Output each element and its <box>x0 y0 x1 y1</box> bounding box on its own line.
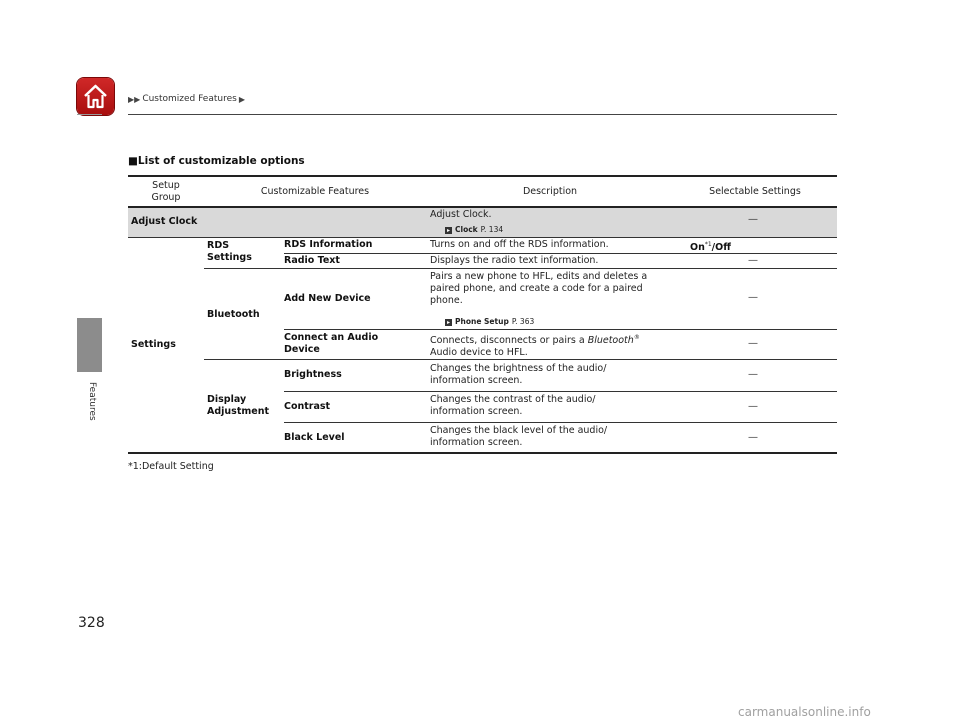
table-top-rule <box>128 175 837 177</box>
rds-rule <box>204 268 837 269</box>
add-new-device-selectable: — <box>748 292 758 303</box>
reference-arrow-icon: ▸ <box>446 318 450 326</box>
header-features: Customizable Features <box>260 186 370 197</box>
contrast-feature: Contrast <box>284 401 331 412</box>
home-button[interactable] <box>77 78 114 115</box>
table-bottom-rule <box>128 452 837 454</box>
radio-text-feature: Radio Text <box>284 255 340 266</box>
black-level-selectable: — <box>748 432 758 443</box>
breadcrumb-arrow: ▶ <box>238 94 245 104</box>
contrast-selectable: — <box>748 401 758 412</box>
adjust-clock-reference[interactable]: ▸ Clock P. 134 <box>446 225 504 234</box>
rds-subgroup: RDS Settings <box>207 240 252 263</box>
rds-information-description: Turns on and off the RDS information. <box>430 239 609 250</box>
connect-audio-device-feature: Connect an Audio Device <box>284 332 379 355</box>
rds-info-rule <box>284 253 837 254</box>
black-level-feature: Black Level <box>284 432 345 443</box>
add-new-device-description: Pairs a new phone to HFL, edits and deletes a paired phone, and create a code for a paired phone. <box>430 271 648 306</box>
section-heading: ■List of customizable options <box>128 155 305 167</box>
breadcrumb <box>128 94 245 104</box>
add-new-device-feature: Add New Device <box>284 293 371 304</box>
brightness-selectable: — <box>748 369 758 380</box>
footnote: *1:Default Setting <box>128 461 214 472</box>
adjust-clock-rule <box>128 237 837 238</box>
rds-information-feature: RDS Information <box>284 239 373 250</box>
breadcrumb-arrows: ▶▶ <box>128 94 141 104</box>
bluetooth-subgroup: Bluetooth <box>207 309 260 320</box>
header-setup-group: Setup Group <box>151 180 181 203</box>
header-description: Description <box>522 186 578 197</box>
adjust-clock-group: Adjust Clock <box>131 216 198 227</box>
home-icon <box>82 83 109 110</box>
connect-audio-device-selectable: — <box>748 338 758 349</box>
header-bottom-rule <box>128 206 837 208</box>
adjust-clock-description: Adjust Clock. <box>430 209 492 220</box>
adjust-clock-selectable: — <box>748 214 758 225</box>
side-rule <box>77 114 102 115</box>
brightness-feature: Brightness <box>284 369 342 380</box>
contrast-description: Changes the contrast of the audio/ information screen. <box>430 394 596 417</box>
add-device-rule <box>284 329 837 330</box>
rds-information-selectable: On$^{*1}$/Off <box>690 241 731 254</box>
settings-group: Settings <box>131 339 176 350</box>
black-level-description: Changes the black level of the audio/ information screen. <box>430 425 608 448</box>
radio-text-selectable: — <box>748 255 758 266</box>
sidebar-tab[interactable] <box>77 318 102 372</box>
display-adjustment-subgroup: Display Adjustment <box>207 394 270 417</box>
brightness-rule <box>284 391 837 392</box>
watermark: carmanualsonline.info <box>738 705 871 719</box>
brightness-description: Changes the brightness of the audio/ information screen. <box>430 363 607 386</box>
contrast-rule <box>284 422 837 423</box>
page-number: 328 <box>78 615 105 631</box>
bluetooth-rule <box>204 359 837 360</box>
phone-setup-reference[interactable]: ▸ Phone Setup P. 363 <box>446 317 535 326</box>
sidebar-section-label: Features <box>87 382 97 421</box>
breadcrumb-link[interactable]: Customized Features <box>142 94 237 104</box>
connect-audio-device-description: Connects, disconnects or pairs a Bluetooth® Audio device to HFL. <box>430 334 640 359</box>
reference-arrow-icon: ▸ <box>446 226 450 234</box>
radio-text-description: Displays the radio text information. <box>430 255 599 266</box>
header-selectable: Selectable Settings <box>709 186 801 197</box>
header-rule <box>128 114 837 115</box>
